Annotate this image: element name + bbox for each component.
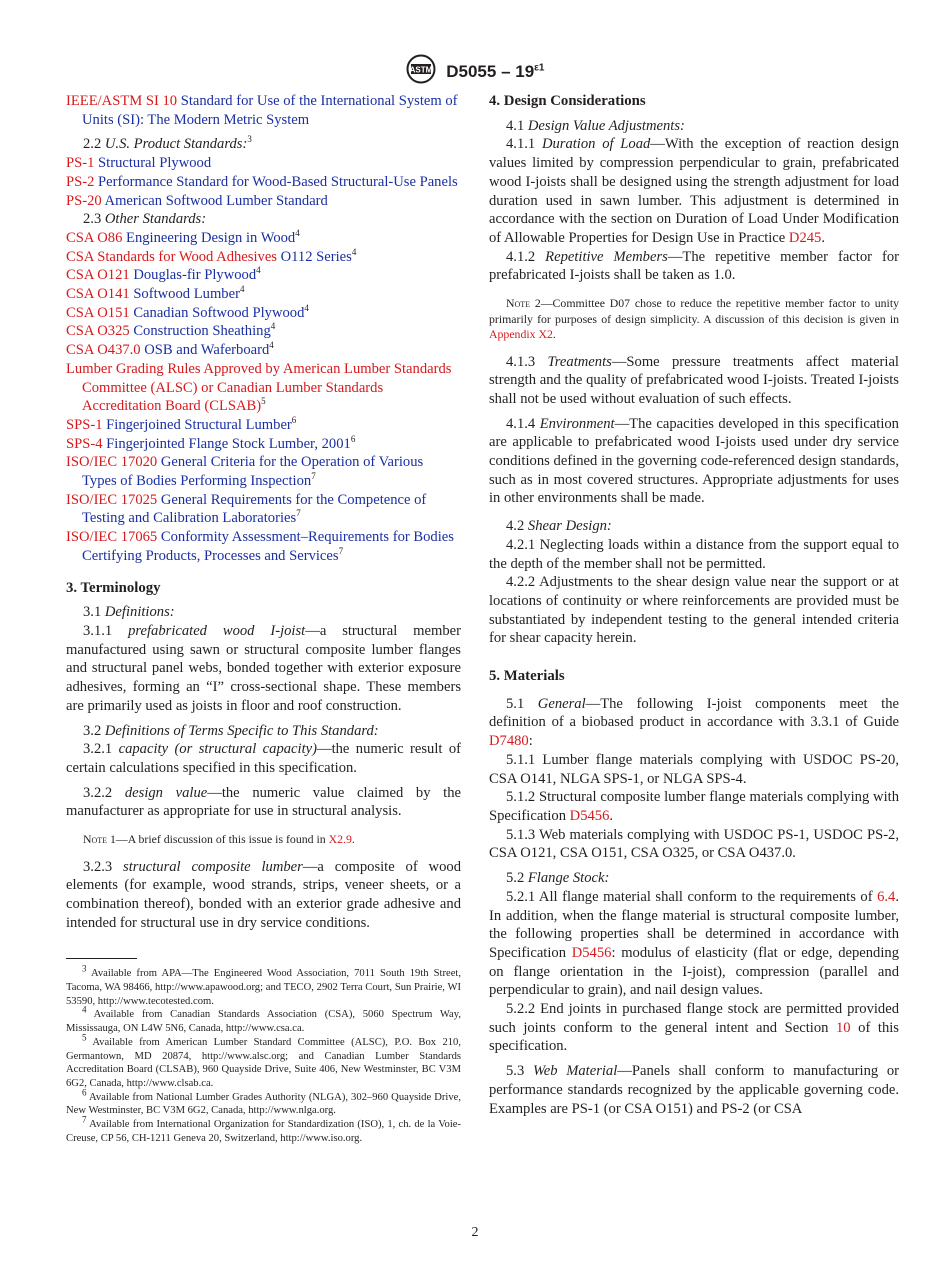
section-5-2-2: 5.2.2 End joints in purchased flange stock are permitted provided such joints conform to the general intent and Section 10 of this specification. [489, 1001, 899, 1055]
heading-materials: 5. Materials [489, 668, 565, 685]
reference-title[interactable]: Douglas-fir Plywood [129, 267, 257, 284]
reference-title[interactable]: O112 Series [276, 248, 352, 265]
reference-code[interactable]: ISO/IEC 17065 [66, 529, 158, 546]
designation: $D5055 - 19^{\varepsilon 1}$ [446, 61, 545, 81]
reference-item[interactable] [66, 435, 461, 454]
link-d5456[interactable]: D5456 [571, 944, 612, 961]
section-3-2: 3.2 Definitions of Terms Specific to This Standard: [83, 722, 379, 739]
reference-title[interactable]: Conformity Assessment–Requirements for Bodies Certifying Products, Processes and Services [82, 529, 454, 564]
footnote [66, 1087, 461, 1118]
reference-title[interactable]: OSB and Waferboard [140, 342, 270, 359]
section-3-1-1: 3.1.1 prefabricated wood I-joist—a structural member manufactured using sawn or structural composite lumber flanges and structural panel webs, bonded together with exterior exposure adhesives, forming an “I” cross-sectional shape. These members are primarily used as joists in floor and roof construction. [66, 622, 461, 714]
right-column [489, 92, 899, 1118]
footnote-ref: 5 [261, 396, 266, 407]
footnote [66, 1004, 461, 1035]
page-header [0, 54, 950, 89]
left-column [66, 92, 461, 1145]
reference-title[interactable]: Softwood Lumber [129, 286, 240, 303]
footnote-text: Available from APA—The Engineered Wood Association, 7011 South 19th Street, Tacoma, WA 98466, http://www.apawood.org; and TECO, 2902 Terra Court, Sun Prairie, WI 53590, http://www.tecotested.com. [66, 968, 461, 1007]
reference-item[interactable] [66, 322, 461, 341]
footnote [66, 963, 461, 1008]
footnote-text: Available from American Lumber Standard Committee (ALSC), P.O. Box 210, Germantown, MD 20874, http://www.alsc.org; and Canadian Lumber Standards Accreditation Board (CLSAB), 960 Quayside Drive, Suite 406, New Westminster, BC V3M 6G2, Canada, http://www.clsab.ca. [66, 1036, 461, 1089]
link-section-10[interactable]: 10 [836, 1019, 851, 1036]
reference-item[interactable] [66, 360, 461, 416]
astm-logo-icon [406, 54, 436, 89]
note-2: Note 2—Committee D07 chose to reduce the repetitive member factor to unity primarily for purposes of design simplicity. A discussion of this decision is given in Appendix X2. [489, 296, 899, 342]
reference-title[interactable]: Structural Plywood [94, 155, 212, 172]
reference-item[interactable] [66, 248, 461, 267]
section-5-1-1: 5.1.1 Lumber flange materials complying with USDOC PS-20, CSA O141, NLGA SPS-1, or NLGA SPS-4. [489, 751, 899, 787]
footnote-ref: 6 [350, 433, 356, 444]
reference-item[interactable] [66, 173, 461, 192]
footnote-number: 4 [82, 1004, 87, 1015]
footnote-ref: 7 [311, 471, 316, 482]
section-4-1-1: 4.1.1 Duration of Load—With the exception of reaction design values limited by compression perpendicular to grain, prefabricated wood I-joists shall be designed using the strength adjustment for load duration used in sawn lumber. This adjustment is determined in accordance with the section on Duration of Load Under Modification of Allowable Properties for Design Use in Practice D245. [489, 136, 899, 246]
section-5-3: 5.3 Web Material—Panels shall conform to manufacturing or performance standards recognized by the applicable governing code. Examples are PS-1 (or CSA O151) and PS-2 (or CSA [489, 1063, 900, 1117]
reference-item[interactable] [66, 341, 461, 360]
footnote-text: Available from Canadian Standards Association (CSA), 5060 Spectrum Way, Mississauga, ON L4W 5N6, Canada, http://www.csa.ca. [66, 1009, 461, 1035]
page-number: 2 [471, 1225, 479, 1240]
reference-item[interactable] [66, 154, 461, 173]
reference-item[interactable] [66, 192, 461, 211]
link-d5456[interactable]: D5456 [569, 808, 610, 824]
footnote-ref: 4 [304, 302, 309, 313]
reference-code[interactable]: ISO/IEC 17025 [66, 491, 158, 508]
reference-title[interactable]: American Softwood Lumber Standard [101, 192, 328, 209]
section-3-2-2: 3.2.2 design value—the numeric value claimed by the manufacturer as appropriate for use in structural analysis. [66, 784, 461, 820]
reference-title[interactable]: Fingerjointed Flange Stock Lumber, 2001 [102, 435, 351, 452]
reference-item[interactable] [66, 416, 461, 435]
section-2-2: 2.2 U.S. Product Standards:$^3$ [83, 134, 252, 153]
section-5-2-1: 5.2.1 All flange material shall conform to the requirements of 6.4. In addition, when the flange material is structural composite lumber, the following properties shall be determined in accordance with Specification D5456: modulus of elasticity (flat or edge, depending on flange orientation in the I-joist), compression (parallel and perpendicular to grain), and nail design values. [489, 888, 899, 999]
footnote-number: 6 [82, 1087, 87, 1098]
reference-code[interactable]: CSA O151 [66, 304, 130, 321]
heading-design-considerations: 4. Design Considerations [489, 93, 646, 109]
link-appendix-x2[interactable]: Appendix X2 [489, 327, 553, 342]
footnote-ref: 4 [269, 340, 274, 351]
section-4-1-4: 4.1.4 Environment—The capacities developed in this specification are applicable to prefabricated wood I-joists used under dry service conditions defined in the governing code-referenced design standards, such as in most covered structures. Appropriate adjustments for uses in other environments shall be made. [489, 415, 899, 507]
section-4-2: 4.2 Shear Design: [506, 518, 612, 535]
section-5-1-2: 5.1.2 Structural composite lumber flange materials complying with Specification D5456. [489, 789, 899, 824]
reference-title[interactable]: Construction Sheathing [129, 323, 271, 340]
footnote-number: 7 [82, 1114, 87, 1125]
reference-title[interactable]: Standard for Use of the International System of Units (SI): The Modern Metric System [82, 93, 458, 128]
footnote-divider [66, 958, 137, 959]
section-5-1: 5.1 General—The following I-joist components meet the definition of a biobased product in accordance with 3.3.1 of Guide D7480: [489, 695, 899, 750]
section-4-2-2: 4.2.2 Adjustments to the shear design value near the support or at locations of continuity or where reinforcements are provided must be substantiated by independent testing to the general intended criteria for shear capacity herein. [489, 574, 899, 647]
footnote-ref: 4 [270, 321, 276, 332]
reference-code[interactable]: CSA O86 [66, 229, 123, 246]
reference-code[interactable]: PS-1 [66, 155, 95, 172]
reference-code[interactable]: IEEE/ASTM SI 10 [66, 93, 178, 109]
section-5-1-3: 5.1.3 Web materials complying with USDOC PS-1, USDOC PS-2, CSA O121, CSA O151, CSA O325, or CSA O437.0. [489, 826, 899, 862]
footnote [66, 1032, 461, 1091]
reference-title[interactable]: General Requirements for the Competence of Testing and Calibration Laboratories [82, 491, 427, 527]
reference-title[interactable]: Engineering Design in Wood [122, 229, 296, 246]
reference-code[interactable]: PS-2 [66, 173, 95, 190]
reference-title[interactable]: General Criteria for the Operation of Various Types of Bodies Performing Inspection [82, 454, 424, 490]
reference-item[interactable] [66, 491, 461, 528]
reference-item[interactable] [66, 229, 461, 248]
reference-code[interactable]: CSA Standards for Wood Adhesives [66, 248, 277, 265]
reference-item[interactable] [66, 92, 461, 129]
footnote-number: 3 [82, 963, 87, 974]
reference-code[interactable]: CSA O325 [66, 323, 130, 340]
reference-code[interactable]: SPS-1 [66, 416, 103, 433]
section-4-1-2: 4.1.2 Repetitive Members—The repetitive member factor for prefabricated I-joists shall be taken as 1.0. [489, 248, 899, 284]
footnote [66, 1114, 461, 1145]
footnote-ref: 4 [351, 246, 357, 257]
section-3-1: 3.1 Definitions: [83, 604, 175, 621]
reference-code[interactable]: CSA O141 [66, 286, 130, 303]
reference-item[interactable] [66, 304, 461, 323]
section-4-1-3: 4.1.3 Treatments—Some pressure treatments affect material strength and the quality of prefabricated wood I-joists. Treated I-joists shall not be used without evaluation of such effects. [489, 353, 899, 407]
footnote-ref: 7 [296, 508, 301, 519]
footnote-ref: 4 [256, 265, 261, 276]
link-6-4[interactable]: 6.4 [877, 888, 896, 905]
reference-code[interactable]: SPS-4 [66, 435, 103, 452]
section-5-2: 5.2 Flange Stock: [506, 870, 610, 887]
section-3-2-1: 3.2.1 capacity (or structural capacity)—the numeric result of certain calculations specified in this specification. [66, 741, 462, 776]
footnotes [66, 963, 461, 1145]
link-d7480[interactable]: D7480 [489, 733, 529, 750]
link-x2-9[interactable]: X2.9 [328, 832, 352, 847]
reference-item[interactable] [66, 453, 461, 490]
reference-item[interactable] [66, 528, 461, 565]
note-1: Note 1—A brief discussion of this issue is found in X2.9. [83, 832, 355, 847]
footnote-ref: 4 [295, 228, 300, 239]
svg-text:ASTM: ASTM [409, 65, 432, 75]
section-4-2-1: 4.2.1 Neglecting loads within a distance from the support equal to the depth of the member shall not be permitted. [489, 536, 899, 572]
reference-title[interactable]: Fingerjoined Structural Lumber [102, 416, 292, 433]
footnote-number: 5 [82, 1032, 87, 1043]
reference-item[interactable] [66, 285, 461, 304]
reference-code[interactable]: CSA O437.0 [66, 342, 141, 359]
section-4-1: 4.1 Design Value Adjustments: [506, 117, 685, 134]
reference-code[interactable]: ISO/IEC 17020 [66, 454, 158, 471]
heading-terminology: 3. Terminology [66, 579, 161, 596]
reference-title[interactable]: Canadian Softwood Plywood [129, 304, 305, 321]
footnote-text: Available from International Organization for Standardization (ISO), 1, ch. de la Voie-Creuse, CP 56, CH-1211 Geneva 20, Switzerland, http://www.iso.org. [66, 1119, 461, 1144]
footnote-text: Available from National Lumber Grades Authority (NLGA), 302–960 Quayside Drive, New Westminster, BC V3M 6G2, Canada, http://www.nlga.org. [66, 1091, 461, 1117]
footnote-ref: 7 [338, 546, 344, 557]
reference-code[interactable]: PS-20 [66, 192, 102, 209]
reference-code[interactable]: CSA O121 [66, 267, 130, 284]
section-2-3: 2.3 Other Standards: [83, 211, 207, 228]
section-3-2-3: 3.2.3 structural composite lumber—a composite of wood elements (for example, wood strands, strips, veneer sheets, or a combination thereof), bonded with an exterior grade adhesive and intended for structural use in dry service conditions. [66, 858, 461, 931]
reference-code[interactable]: Lumber Grading Rules Approved by American Lumber Standards Committee (ALSC) or Canadian Lumber Standards Accreditation Board (CLSAB) [66, 360, 452, 415]
reference-title[interactable]: Performance Standard for Wood-Based Structural-Use Panels [94, 173, 458, 190]
footnote-ref: 6 [291, 415, 297, 426]
link-d245[interactable]: D245 [788, 229, 822, 246]
reference-item[interactable] [66, 266, 461, 285]
footnote-ref: 4 [239, 284, 245, 295]
